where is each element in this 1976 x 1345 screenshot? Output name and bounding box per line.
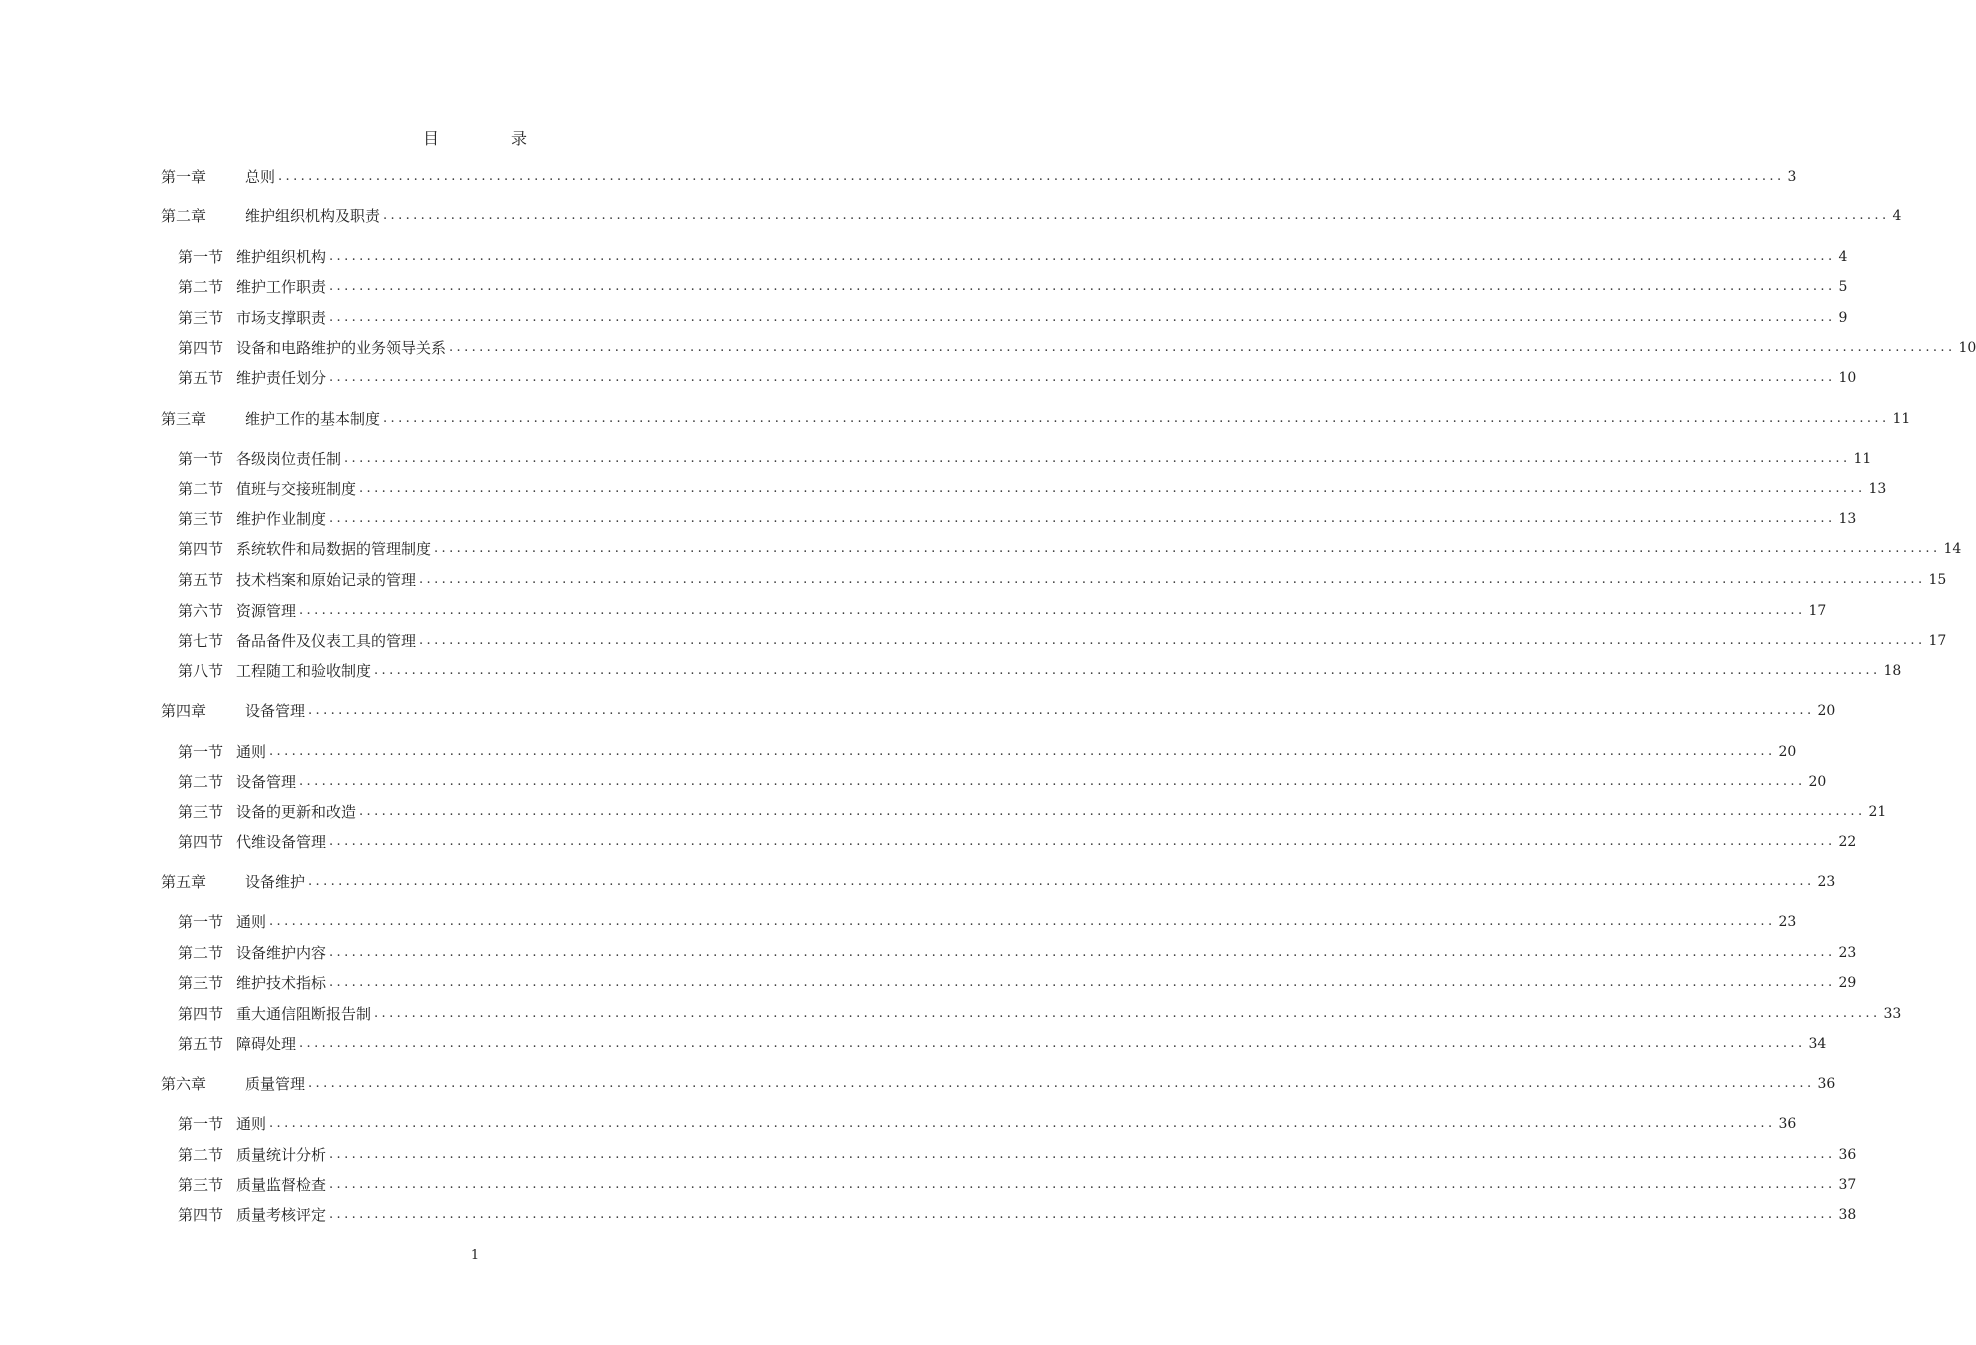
toc-heading-right: 录 [511, 129, 528, 148]
toc-dot-leader: ........................................................................................................................................................................................................ [344, 451, 1851, 466]
toc-entry-number: 第二节 [178, 480, 224, 498]
toc-entry-title: 系统软件和局数据的管理制度 [236, 540, 432, 558]
toc-dot-leader: ........................................................................................................................................................................................................ [278, 169, 1785, 184]
toc-entry-number: 第三节 [178, 1176, 224, 1194]
toc-section-entry[interactable] [178, 1204, 1857, 1226]
toc-entry-title: 设备管理 [236, 773, 297, 791]
toc-entry-number: 第一节 [178, 450, 224, 468]
toc-entry-page: 22 [1838, 834, 1857, 850]
toc-entry-page: 38 [1838, 1207, 1857, 1223]
toc-entry-title: 维护工作职责 [236, 278, 327, 296]
toc-section-entry[interactable] [178, 1003, 1902, 1025]
toc-entry-title: 质量管理 [245, 1075, 306, 1093]
toc-section-entry[interactable] [178, 508, 1857, 530]
toc-entry-title: 设备管理 [245, 702, 306, 720]
toc-heading-left: 目 [422, 129, 439, 148]
toc-dot-leader: ........................................................................................................................................................................................................ [329, 1177, 1836, 1192]
toc-entry-page: 34 [1808, 1036, 1827, 1052]
toc-entry-page: 15 [1928, 572, 1947, 588]
toc-entry-number: 第四章 [161, 702, 207, 720]
toc-section-entry[interactable] [178, 741, 1797, 763]
toc-entry-number: 第一节 [178, 913, 224, 931]
toc-entry-page: 17 [1808, 603, 1827, 619]
toc-entry-number: 第五节 [178, 571, 224, 589]
toc-entry-number: 第二节 [178, 944, 224, 962]
toc-entry-page: 11 [1853, 451, 1872, 467]
toc-entry-page: 13 [1868, 481, 1887, 497]
toc-entry-number: 第三节 [178, 510, 224, 528]
toc-entry-title: 维护技术指标 [236, 974, 327, 992]
toc-dot-leader: ........................................................................................................................................................................................................ [329, 1207, 1836, 1222]
toc-entry-page: 4 [1838, 249, 1848, 265]
toc-dot-leader: ........................................................................................................................................................................................................ [383, 411, 1890, 426]
toc-dot-leader: ........................................................................................................................................................................................................ [359, 481, 1866, 496]
toc-entry-page: 5 [1838, 279, 1848, 295]
toc-section-entry[interactable] [178, 276, 1848, 298]
toc-chapter-entry[interactable] [161, 1073, 1836, 1095]
toc-entry-number: 第五节 [178, 369, 224, 387]
toc-dot-leader: ........................................................................................................................................................................................................ [419, 633, 1926, 648]
toc-entry-number: 第二节 [178, 1146, 224, 1164]
toc-entry-number: 第四节 [178, 833, 224, 851]
toc-section-entry[interactable] [178, 942, 1857, 964]
toc-entry-number: 第二节 [178, 773, 224, 791]
toc-entry-number: 第四节 [178, 1206, 224, 1224]
toc-entry-title: 质量监督检查 [236, 1176, 327, 1194]
toc-entry-number: 第四节 [178, 339, 224, 357]
toc-entry-title: 代维设备管理 [236, 833, 327, 851]
toc-entry-title: 重大通信阻断报告制 [236, 1005, 372, 1023]
toc-entry-number: 第二节 [178, 278, 224, 296]
toc-entry-number: 第八节 [178, 662, 224, 680]
toc-entry-page: 23 [1838, 945, 1857, 961]
toc-entry-number: 第五节 [178, 1035, 224, 1053]
toc-dot-leader: ........................................................................................................................................................................................................ [419, 572, 1926, 587]
toc-entry-page: 23 [1778, 914, 1797, 930]
toc-entry-title: 通则 [236, 913, 267, 931]
toc-dot-leader: ........................................................................................................................................................................................................ [269, 914, 1776, 929]
toc-entry-number: 第三节 [178, 803, 224, 821]
toc-dot-leader: ........................................................................................................................................................................................................ [299, 774, 1806, 789]
toc-entry-number: 第七节 [178, 632, 224, 650]
page-number: 1 [470, 1248, 480, 1263]
toc-entry-page: 9 [1838, 310, 1848, 326]
toc-entry-title: 备品备件及仪表工具的管理 [236, 632, 417, 650]
toc-entry-title: 维护组织机构 [236, 248, 327, 266]
toc-dot-leader: ........................................................................................................................................................................................................ [329, 249, 1836, 264]
toc-entry-number: 第四节 [178, 540, 224, 558]
toc-section-entry[interactable] [178, 307, 1848, 329]
toc-chapter-entry[interactable] [161, 871, 1836, 893]
toc-dot-leader: ........................................................................................................................................................................................................ [308, 874, 1815, 889]
toc-entry-page: 21 [1868, 804, 1887, 820]
toc-dot-leader: ........................................................................................................................................................................................................ [329, 279, 1836, 294]
toc-entry-page: 18 [1883, 663, 1902, 679]
toc-entry-title: 市场支撑职责 [236, 309, 327, 327]
toc-entry-number: 第一章 [161, 168, 207, 186]
toc-section-entry[interactable] [178, 801, 1887, 823]
toc-section-entry[interactable] [178, 660, 1902, 682]
toc-dot-leader: ........................................................................................................................................................................................................ [299, 603, 1806, 618]
toc-entry-page: 20 [1778, 744, 1797, 760]
toc-entry-title: 技术档案和原始记录的管理 [236, 571, 417, 589]
toc-dot-leader: ........................................................................................................................................................................................................ [329, 1147, 1836, 1162]
toc-section-entry[interactable] [178, 1174, 1857, 1196]
toc-entry-number: 第六章 [161, 1075, 207, 1093]
toc-section-entry[interactable] [178, 911, 1797, 933]
toc-entry-page: 37 [1838, 1177, 1857, 1193]
toc-chapter-entry[interactable] [161, 700, 1836, 722]
toc-entry-page: 13 [1838, 511, 1857, 527]
toc-entry-number: 第三章 [161, 410, 207, 428]
toc-entry-page: 20 [1817, 703, 1836, 719]
toc-entry-number: 第二章 [161, 207, 207, 225]
toc-chapter-entry[interactable] [161, 205, 1902, 227]
toc-dot-leader: ........................................................................................................................................................................................................ [308, 1076, 1815, 1091]
toc-section-entry[interactable] [178, 1113, 1797, 1135]
toc-heading [0, 126, 950, 149]
toc-entry-title: 设备维护内容 [236, 944, 327, 962]
toc-entry-title: 资源管理 [236, 602, 297, 620]
toc-section-entry[interactable] [178, 478, 1887, 500]
toc-entry-title: 总则 [245, 168, 276, 186]
toc-entry-title: 质量考核评定 [236, 1206, 327, 1224]
toc-section-entry[interactable] [178, 337, 1976, 359]
toc-chapter-entry[interactable] [161, 166, 1797, 188]
toc-dot-leader: ........................................................................................................................................................................................................ [449, 340, 1956, 355]
toc-dot-leader: ........................................................................................................................................................................................................ [374, 663, 1881, 678]
toc-dot-leader: ........................................................................................................................................................................................................ [329, 511, 1836, 526]
toc-entry-title: 障碍处理 [236, 1035, 297, 1053]
toc-dot-leader: ........................................................................................................................................................................................................ [299, 1036, 1806, 1051]
toc-section-entry[interactable] [178, 569, 1947, 591]
toc-entry-number: 第四节 [178, 1005, 224, 1023]
toc-chapter-entry[interactable] [161, 408, 1911, 430]
toc-entry-title: 值班与交接班制度 [236, 480, 357, 498]
toc-entry-title: 维护作业制度 [236, 510, 327, 528]
toc-section-entry[interactable] [178, 831, 1857, 853]
toc-dot-leader: ........................................................................................................................................................................................................ [374, 1006, 1881, 1021]
toc-entry-title: 各级岗位责任制 [236, 450, 342, 468]
toc-section-entry[interactable] [178, 538, 1962, 560]
toc-entry-title: 通则 [236, 1115, 267, 1133]
toc-entry-number: 第一节 [178, 743, 224, 761]
toc-dot-leader: ........................................................................................................................................................................................................ [329, 945, 1836, 960]
toc-entry-title: 通则 [236, 743, 267, 761]
toc-section-entry[interactable] [178, 1033, 1827, 1055]
toc-section-entry[interactable] [178, 630, 1947, 652]
toc-section-entry[interactable] [178, 771, 1827, 793]
toc-entry-page: 23 [1817, 874, 1836, 890]
toc-entry-number: 第一节 [178, 1115, 224, 1133]
toc-section-entry[interactable] [178, 600, 1827, 622]
toc-entry-title: 设备的更新和改造 [236, 803, 357, 821]
toc-entry-page: 10 [1838, 370, 1857, 386]
toc-dot-leader: ........................................................................................................................................................................................................ [359, 804, 1866, 819]
toc-entry-page: 36 [1838, 1147, 1857, 1163]
toc-entry-page: 11 [1892, 411, 1911, 427]
toc-entry-page: 17 [1928, 633, 1947, 649]
toc-entry-number: 第五章 [161, 873, 207, 891]
toc-entry-title: 维护工作的基本制度 [245, 410, 381, 428]
toc-dot-leader: ........................................................................................................................................................................................................ [329, 834, 1836, 849]
toc-entry-title: 设备维护 [245, 873, 306, 891]
toc-entry-page: 20 [1808, 774, 1827, 790]
toc-entry-page: 14 [1943, 541, 1962, 557]
toc-entry-title: 维护责任划分 [236, 369, 327, 387]
toc-entry-page: 36 [1778, 1116, 1797, 1132]
toc-entry-page: 3 [1787, 169, 1797, 185]
toc-entry-page: 36 [1817, 1076, 1836, 1092]
toc-entry-page: 10 [1958, 340, 1976, 356]
toc-entry-page: 33 [1883, 1006, 1902, 1022]
toc-entry-number: 第三节 [178, 974, 224, 992]
toc-entry-title: 设备和电路维护的业务领导关系 [236, 339, 447, 357]
toc-dot-leader: ........................................................................................................................................................................................................ [329, 975, 1836, 990]
toc-dot-leader: ........................................................................................................................................................................................................ [329, 310, 1836, 325]
toc-dot-leader: ........................................................................................................................................................................................................ [383, 208, 1890, 223]
toc-entry-page: 4 [1892, 208, 1902, 224]
toc-entry-page: 29 [1838, 975, 1857, 991]
toc-entry-title: 维护组织机构及职责 [245, 207, 381, 225]
toc-section-entry[interactable] [178, 972, 1857, 994]
toc-section-entry[interactable] [178, 448, 1872, 470]
toc-dot-leader: ........................................................................................................................................................................................................ [329, 370, 1836, 385]
toc-dot-leader: ........................................................................................................................................................................................................ [269, 1116, 1776, 1131]
toc-entry-number: 第三节 [178, 309, 224, 327]
toc-section-entry[interactable] [178, 367, 1857, 389]
toc-section-entry[interactable] [178, 1144, 1857, 1166]
toc-entry-number: 第六节 [178, 602, 224, 620]
toc-dot-leader: ........................................................................................................................................................................................................ [269, 744, 1776, 759]
toc-entry-title: 质量统计分析 [236, 1146, 327, 1164]
toc-section-entry[interactable] [178, 246, 1848, 268]
toc-entry-title: 工程随工和验收制度 [236, 662, 372, 680]
toc-entry-number: 第一节 [178, 248, 224, 266]
toc-dot-leader: ........................................................................................................................................................................................................ [308, 703, 1815, 718]
toc-dot-leader: ........................................................................................................................................................................................................ [434, 541, 1941, 556]
